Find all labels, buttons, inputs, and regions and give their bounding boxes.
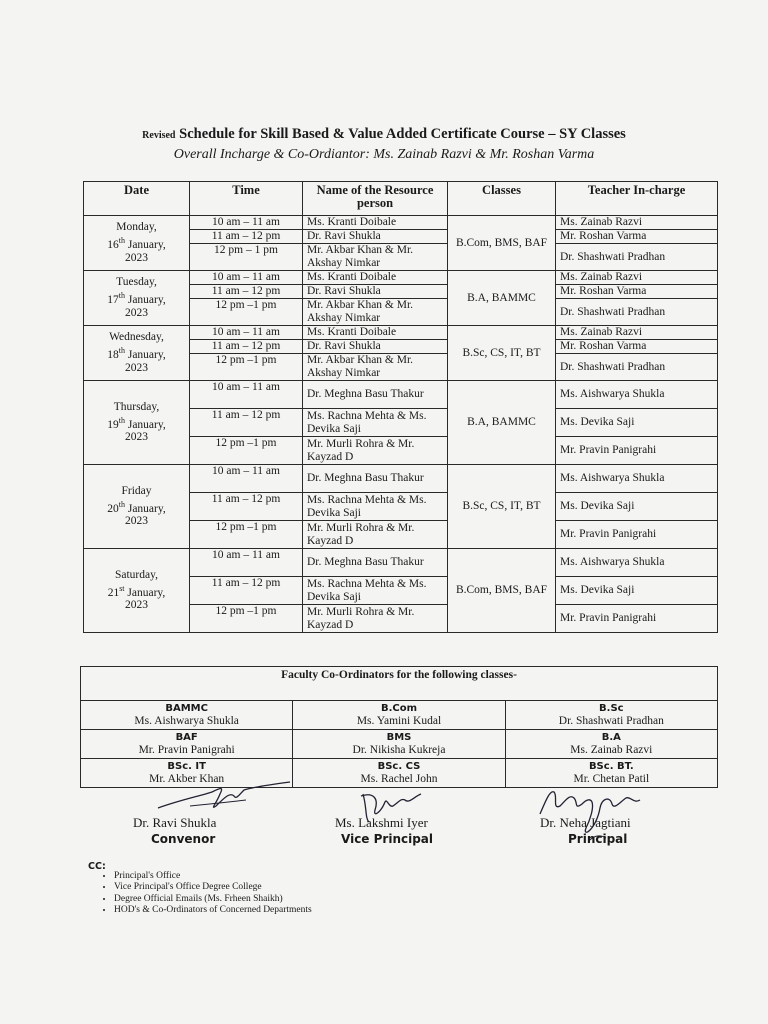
schedule-row [84,271,718,285]
teacher-cell: Ms. Devika Saji [556,493,718,521]
resource-person-cell: Dr. Meghna Basu Thakur [303,549,448,577]
date-day: 17 [107,293,119,306]
date-year: 2023 [125,431,148,444]
time-cell: 11 am – 12 pm [190,230,303,244]
cc-label: CC: [88,861,106,872]
coordinator-class: B.Com [380,703,418,714]
classes-cell: B.A, BAMMC [448,271,556,326]
coordinator-class: BSc. BT. [588,761,634,772]
resource-person-cell: Mr. Akbar Khan & Mr. Akshay Nimkar [303,299,448,326]
date-day-suffix: th [118,415,125,425]
coordinators-heading: Faculty Co-Ordinators for the following classes- [81,667,718,701]
schedule-header-row [84,182,718,216]
coordinator-cell [505,701,717,730]
classes-cell: B.Sc, CS, IT, BT [448,326,556,381]
resource-person-cell: Dr. Ravi Shukla [303,230,448,244]
teacher-cell: Ms. Zainab Razvi [556,326,718,340]
time-cell: 12 pm –1 pm [190,521,303,549]
time-cell: 10 am – 11 am [190,216,303,230]
date-weekday: Saturday, [114,568,158,581]
teacher-cell: Mr. Roshan Varma [556,340,718,354]
coordinator-name: Mr. Pravin Panigrahi [138,744,235,756]
coordinator-row [81,730,718,759]
date-cell [84,381,190,465]
teacher-cell: Ms. Aishwarya Shukla [556,381,718,409]
time-cell: 11 am – 12 pm [190,285,303,299]
resource-person-cell: Ms. Kranti Doibale [303,326,448,340]
cc-item: • HOD's & Co-Ordinators of Concerned Departments [114,905,312,916]
schedule-table [83,181,718,633]
time-cell: 10 am – 11 am [190,271,303,285]
classes-cell: B.A, BAMMC [448,381,556,465]
coordinator-cell [81,730,293,759]
schedule-body [84,216,718,633]
date-weekday: Friday [121,484,152,497]
column-header-classes: Classes [448,182,556,216]
date-year: 2023 [125,599,148,612]
coordinator-name: Mr. Akber Khan [149,773,225,785]
date-month: January, [127,586,166,599]
resource-person-cell: Dr. Meghna Basu Thakur [303,465,448,493]
cc-list [100,871,312,916]
time-cell: 12 pm –1 pm [190,605,303,633]
cc-item: • Degree Official Emails (Ms. Frheen Shaikh) [114,894,312,905]
date-month: January, [127,418,166,431]
time-cell: 12 pm –1 pm [190,354,303,381]
date-year: 2023 [125,515,148,528]
coordinator-cell [293,759,505,788]
date-month: January, [127,238,166,251]
date-cell [84,549,190,633]
time-cell: 11 am – 12 pm [190,340,303,354]
date-month: January, [127,293,166,306]
signatory-name: Dr. Ravi Shukla [133,815,217,830]
time-cell: 10 am – 11 am [190,381,303,409]
teacher-cell: Ms. Devika Saji [556,577,718,605]
time-cell: 11 am – 12 pm [190,493,303,521]
date-day-suffix: st [119,583,125,593]
column-header-date: Date [84,182,190,216]
date-day-suffix: th [118,346,125,356]
signatory-convenor [133,815,216,846]
schedule-row [84,381,718,409]
coordinator-cell [505,730,717,759]
column-header-time: Time [190,182,303,216]
time-cell: 12 pm –1 pm [190,437,303,465]
resource-person-cell: Ms. Rachna Mehta & Ms. Devika Saji [303,493,448,521]
resource-person-cell: Dr. Ravi Shukla [303,340,448,354]
time-cell: 12 pm – 1 pm [190,244,303,271]
coordinator-class: B.A [601,732,621,743]
date-day: 21 [107,586,120,599]
document-title [0,126,768,143]
coordinator-cell [81,701,293,730]
coordinator-class: BMS [386,732,412,743]
column-header-teacher: Teacher In-charge [556,182,718,216]
coordinator-class: BSc. IT [167,761,206,772]
time-cell: 10 am – 11 am [190,465,303,493]
cc-item: • Principal's Office [114,871,312,882]
date-weekday: Wednesday, [109,331,164,344]
schedule-row [84,465,718,493]
schedule-row [84,549,718,577]
signatory-role: Convenor [151,832,216,846]
teacher-cell: Mr. Pravin Panigrahi [556,521,718,549]
time-cell: 10 am – 11 am [190,549,303,577]
time-cell: 11 am – 12 pm [190,577,303,605]
date-year: 2023 [125,306,148,319]
resource-person-cell: Mr. Akbar Khan & Mr. Akshay Nimkar [303,354,448,381]
coordinator-name: Ms. Zainab Razvi [570,744,653,756]
title-text: Schedule for Skill Based & Value Added Certificate Course – SY Classes [179,126,626,142]
resource-person-cell: Dr. Meghna Basu Thakur [303,381,448,409]
time-cell: 12 pm –1 pm [190,299,303,326]
coordinator-name: Dr. Nikisha Kukreja [352,744,446,756]
time-cell: 10 am – 11 am [190,326,303,340]
signatory-role: Vice Principal [341,832,434,846]
teacher-cell: Mr. Pravin Panigrahi [556,437,718,465]
classes-cell: B.Com, BMS, BAF [448,216,556,271]
coordinator-name: Ms. Yamini Kudal [356,715,442,727]
coordinators-table [80,666,718,788]
signatory-principal [540,815,631,846]
date-weekday: Tuesday, [116,276,157,289]
signatory-vice-principal [335,815,433,846]
coordinator-name: Ms. Rachel John [360,773,438,785]
coordinator-name: Dr. Shashwati Pradhan [558,715,664,727]
resource-person-cell: Dr. Ravi Shukla [303,285,448,299]
coordinator-name: Mr. Chetan Patil [573,773,650,785]
resource-person-cell: Mr. Akbar Khan & Mr. Akshay Nimkar [303,244,448,271]
teacher-cell: Dr. Shashwati Pradhan [556,354,718,381]
coordinator-cell [293,701,505,730]
document-subtitle: Overall Incharge & Co-Ordiantor: Ms. Zainab Razvi & Mr. Roshan Varma [173,147,595,162]
date-cell [84,326,190,381]
resource-person-cell: Mr. Murli Rohra & Mr. Kayzad D [303,605,448,633]
resource-person-cell: Mr. Murli Rohra & Mr. Kayzad D [303,437,448,465]
column-header-resource-person: Name of the Resource person [303,182,448,216]
date-month: January, [127,348,166,361]
date-day: 16 [107,238,119,251]
date-year: 2023 [125,361,148,374]
teacher-cell: Dr. Shashwati Pradhan [556,244,718,271]
teacher-cell: Ms. Aishwarya Shukla [556,549,718,577]
resource-person-cell: Ms. Rachna Mehta & Ms. Devika Saji [303,577,448,605]
date-cell [84,465,190,549]
cc-item: • Vice Principal's Office Degree College [114,882,312,893]
coordinator-class: BAF [175,732,198,743]
date-day-suffix: th [118,499,125,509]
date-day: 18 [107,348,119,361]
date-weekday: Thursday, [113,400,160,413]
signatory-role: Principal [568,832,628,846]
teacher-cell: Mr. Roshan Varma [556,285,718,299]
signatory-name: Ms. Lakshmi Iyer [335,815,428,830]
resource-person-cell: Ms. Rachna Mehta & Ms. Devika Saji [303,409,448,437]
teacher-cell: Dr. Shashwati Pradhan [556,299,718,326]
date-cell [84,216,190,271]
coordinator-row [81,701,718,730]
date-month: January, [127,502,166,515]
teacher-cell: Ms. Aishwarya Shukla [556,465,718,493]
teacher-cell: Mr. Pravin Panigrahi [556,605,718,633]
coordinator-cell [293,730,505,759]
coordinator-class: B.Sc [599,703,624,714]
teacher-cell: Ms. Devika Saji [556,409,718,437]
resource-person-cell: Ms. Kranti Doibale [303,216,448,230]
time-cell: 11 am – 12 pm [190,409,303,437]
classes-cell: B.Sc, CS, IT, BT [448,465,556,549]
date-day: 20 [107,502,119,515]
date-day: 19 [107,418,119,431]
classes-cell: B.Com, BMS, BAF [448,549,556,633]
teacher-cell: Ms. Zainab Razvi [556,216,718,230]
signature-convenor [150,778,300,820]
teacher-cell: Mr. Roshan Varma [556,230,718,244]
date-day-suffix: th [118,291,125,301]
teacher-cell: Ms. Zainab Razvi [556,271,718,285]
date-year: 2023 [125,251,148,264]
date-cell [84,271,190,326]
signatory-name: Dr. Neha Jagtiani [540,815,631,830]
resource-person-cell: Ms. Kranti Doibale [303,271,448,285]
schedule-row [84,326,718,340]
coordinator-class: BSc. CS [377,761,421,772]
date-day-suffix: th [118,236,125,246]
resource-person-cell: Mr. Murli Rohra & Mr. Kayzad D [303,521,448,549]
coordinator-class: BAMMC [165,703,208,714]
coordinator-name: Ms. Aishwarya Shukla [134,715,239,727]
schedule-row [84,216,718,230]
date-weekday: Monday, [116,221,157,234]
revised-label: Revised [142,130,176,141]
